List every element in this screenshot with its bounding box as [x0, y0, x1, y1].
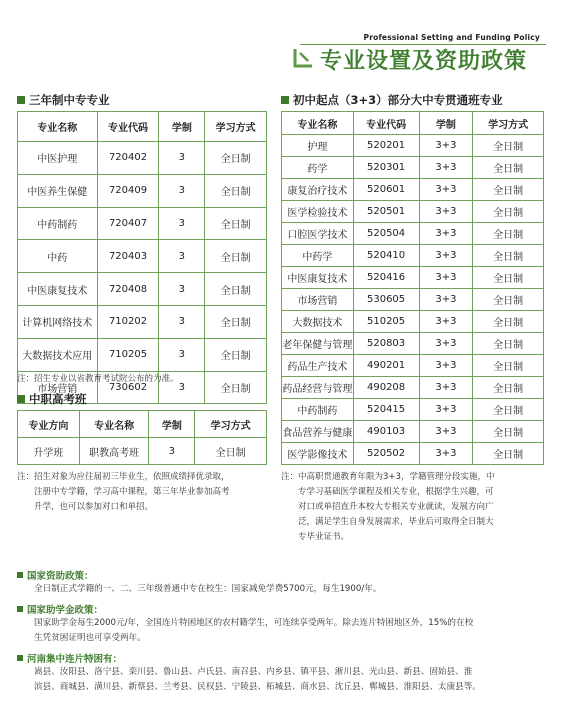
- study-mode-cell: 全日制: [473, 333, 544, 355]
- policy-text: 全日制正式学籍的一、二、三年级普通中专在校生：国家减免学费5700元，每生1900/年。: [34, 584, 382, 594]
- column-header: 学制: [419, 112, 473, 135]
- major-name-cell: 护理: [282, 135, 354, 157]
- study-mode-cell: 全日制: [473, 399, 544, 421]
- study-mode-cell: 全日制: [205, 371, 267, 404]
- column-header: 专业名称: [18, 112, 98, 142]
- column-header: 专业名称: [79, 411, 149, 438]
- major-code-cell: 520501: [353, 201, 419, 223]
- policy-title-text: 国家助学金政策：: [27, 604, 104, 616]
- duration-cell: 3: [159, 305, 205, 338]
- table-row: [282, 223, 544, 245]
- duration-cell: 3+3: [419, 201, 473, 223]
- study-mode-cell: 全日制: [473, 377, 544, 399]
- through-class-majors-table: [281, 111, 544, 465]
- square-bullet-icon: [17, 572, 23, 578]
- major-code-cell: 490208: [353, 377, 419, 399]
- major-code-cell: 720409: [97, 174, 159, 207]
- square-bullet-icon: [17, 606, 23, 612]
- duration-cell: 3+3: [419, 245, 473, 267]
- table-row: [282, 289, 544, 311]
- section2-note: [17, 470, 277, 515]
- column-header: 专业代码: [353, 112, 419, 135]
- study-mode-cell: 全日制: [205, 338, 267, 371]
- major-code-cell: 710202: [97, 305, 159, 338]
- duration-cell: 3+3: [419, 223, 473, 245]
- duration-cell: 3: [159, 338, 205, 371]
- duration-cell: 3: [159, 174, 205, 207]
- major-code-cell: 490201: [353, 355, 419, 377]
- section-through-class-title: [281, 92, 503, 108]
- three-year-majors-table: [17, 111, 267, 404]
- column-header: 专业方向: [18, 411, 80, 438]
- table-row: [18, 142, 267, 175]
- major-name-cell: 药学: [282, 157, 354, 179]
- major-name-cell: 中药学: [282, 245, 354, 267]
- gaokao-class-table: [17, 410, 267, 465]
- major-code-cell: 520601: [353, 179, 419, 201]
- table-row: [282, 245, 544, 267]
- column-header: 学习方式: [473, 112, 544, 135]
- table-header-row: [18, 112, 267, 142]
- study-mode-cell: 全日制: [473, 223, 544, 245]
- major-name-cell: 食品营养与健康: [282, 421, 354, 443]
- study-mode-cell: 全日制: [473, 443, 544, 465]
- section-title-text: 中职高考班: [29, 392, 87, 406]
- table-row: [282, 399, 544, 421]
- duration-cell: 3: [159, 371, 205, 404]
- corner-bracket-icon: [292, 47, 314, 69]
- section-gaokao-title: [17, 391, 87, 407]
- study-mode-cell: 全日制: [205, 174, 267, 207]
- duration-cell: 3: [159, 142, 205, 175]
- major-code-cell: 520201: [353, 135, 419, 157]
- duration-cell: 3: [149, 438, 195, 465]
- policy-title-text: 河南集中连片特困有：: [27, 653, 123, 665]
- section-three-year-title: [17, 92, 110, 108]
- duration-cell: 3+3: [419, 289, 473, 311]
- column-header: 学习方式: [195, 411, 267, 438]
- major-code-cell: 490103: [353, 421, 419, 443]
- major-name-cell: 药品经营与管理: [282, 377, 354, 399]
- major-code-cell: 530605: [353, 289, 419, 311]
- major-code-cell: 710205: [97, 338, 159, 371]
- study-mode-cell: 全日制: [473, 267, 544, 289]
- duration-cell: 3+3: [419, 333, 473, 355]
- table-row: [18, 338, 267, 371]
- direction-cell: 升学班: [18, 438, 80, 465]
- major-name-cell: 老年保健与管理: [282, 333, 354, 355]
- policy-title: [17, 651, 547, 665]
- major-name-cell: 口腔医学技术: [282, 223, 354, 245]
- major-code-cell: 520301: [353, 157, 419, 179]
- table-row: [18, 438, 267, 465]
- duration-cell: 3: [159, 240, 205, 273]
- duration-cell: 3+3: [419, 179, 473, 201]
- major-name-cell: 市场营销: [282, 289, 354, 311]
- duration-cell: 3+3: [419, 157, 473, 179]
- column-header: 学制: [159, 112, 205, 142]
- table-row: [18, 240, 267, 273]
- study-mode-cell: 全日制: [195, 438, 267, 465]
- study-mode-cell: 全日制: [473, 355, 544, 377]
- major-name-cell: 中医养生保健: [18, 174, 98, 207]
- major-name-cell: 职教高考班: [79, 438, 149, 465]
- major-code-cell: 720403: [97, 240, 159, 273]
- column-header: 学习方式: [205, 112, 267, 142]
- study-mode-cell: 全日制: [205, 207, 267, 240]
- policy-text: 生凭贫困证明也可享受两年。: [34, 633, 146, 643]
- major-code-cell: 730602: [97, 371, 159, 404]
- duration-cell: 3: [159, 273, 205, 306]
- table-row: [282, 421, 544, 443]
- major-name-cell: 大数据技术: [282, 311, 354, 333]
- duration-cell: 3+3: [419, 443, 473, 465]
- major-code-cell: 520803: [353, 333, 419, 355]
- duration-cell: 3+3: [419, 355, 473, 377]
- column-header: 专业名称: [282, 112, 354, 135]
- major-name-cell: 大数据技术应用: [18, 338, 98, 371]
- table-row: [282, 267, 544, 289]
- study-mode-cell: 全日制: [205, 305, 267, 338]
- major-name-cell: 中药制药: [282, 399, 354, 421]
- major-name-cell: 中药制药: [18, 207, 98, 240]
- note-line: 注：中高职贯通教育年限为3+3，学籍管理分段实施，中: [281, 472, 495, 482]
- table-header-row: [18, 411, 267, 438]
- policy-text: 嵩县、汝阳县、洛宁县、栾川县、鲁山县、卢氏县、南召县、内乡县、镇平县、淅川县、光山县、新县、固始县、淮: [34, 666, 473, 677]
- page-title: 专业设置及资助政策: [320, 49, 528, 74]
- table-row: [18, 174, 267, 207]
- column-header: 专业代码: [97, 112, 159, 142]
- major-name-cell: 中医康复技术: [18, 273, 98, 306]
- note-line: 专毕业证书。: [298, 532, 350, 542]
- square-bullet-icon: [17, 655, 23, 661]
- policy-title-text: 国家资助政策：: [27, 571, 94, 582]
- table-row: [282, 355, 544, 377]
- table-row: [282, 201, 544, 223]
- table-header-row: [282, 112, 544, 135]
- square-bullet-icon: [281, 96, 289, 104]
- table-row: [18, 305, 267, 338]
- table-row: [18, 207, 267, 240]
- table-row: [18, 273, 267, 306]
- column-header: 学制: [149, 411, 195, 438]
- section-title-text: 三年制中专专业: [29, 93, 110, 107]
- section-title-text: 初中起点（3+3）部分大中专贯通班专业: [293, 93, 503, 107]
- major-name-cell: 中医康复技术: [282, 267, 354, 289]
- section1-note: 注：招生专业以省教育考试院公布的为准。: [17, 374, 179, 384]
- major-name-cell: 中药: [18, 240, 98, 273]
- policy-text: 国家助学金每生2000元/年，全国连片特困地区的农村籍学生，可连续享受两年。除去连片特困地区外，15%的在校: [34, 617, 474, 628]
- table-row: [282, 377, 544, 399]
- note-line: 升学，也可以参加对口和单招。: [34, 502, 154, 512]
- duration-cell: 3+3: [419, 267, 473, 289]
- note-line: 注：招生对象为应往届初三毕业生，依照成绩择优录取，: [17, 472, 230, 482]
- table-row: [282, 333, 544, 355]
- major-code-cell: 520504: [353, 223, 419, 245]
- square-bullet-icon: [17, 395, 25, 403]
- study-mode-cell: 全日制: [473, 201, 544, 223]
- table-row: [282, 179, 544, 201]
- duration-cell: 3: [159, 207, 205, 240]
- table-row: [282, 157, 544, 179]
- study-mode-cell: 全日制: [473, 157, 544, 179]
- duration-cell: 3+3: [419, 135, 473, 157]
- study-mode-cell: 全日制: [205, 273, 267, 306]
- major-name-cell: 康复治疗技术: [282, 179, 354, 201]
- header-english-title: Professional Setting and Funding Policy: [363, 33, 540, 42]
- policy-title: [17, 602, 547, 616]
- policy-text: 滨县、商城县、潢川县、新蔡县、兰考县、民权县、宁陵县、柘城县、商水县、沈丘县、郸城县、淮阳县、太康县等。: [34, 682, 481, 692]
- page-header: [0, 0, 564, 80]
- major-name-cell: 中医护理: [18, 142, 98, 175]
- study-mode-cell: 全日制: [473, 245, 544, 267]
- major-code-cell: 720408: [97, 273, 159, 306]
- note-line: 泛，满足学生自身发展需求，毕业后可取得全日制大: [298, 517, 494, 527]
- study-mode-cell: 全日制: [473, 135, 544, 157]
- major-code-cell: 720402: [97, 142, 159, 175]
- duration-cell: 3+3: [419, 377, 473, 399]
- note-line: 注册中专学籍，学习高中课程，第三年毕业参加高考: [34, 487, 230, 497]
- study-mode-cell: 全日制: [473, 311, 544, 333]
- major-name-cell: 药品生产技术: [282, 355, 354, 377]
- note-line: 专学习基础医学课程及相关专业，根据学生兴趣，可: [298, 487, 494, 497]
- major-code-cell: 520415: [353, 399, 419, 421]
- table-row: [282, 135, 544, 157]
- duration-cell: 3+3: [419, 311, 473, 333]
- major-name-cell: 医学检验技术: [282, 201, 354, 223]
- study-mode-cell: 全日制: [205, 142, 267, 175]
- study-mode-cell: 全日制: [473, 179, 544, 201]
- table-row: [282, 443, 544, 465]
- major-name-cell: 市场营销: [18, 371, 98, 404]
- major-code-cell: 520416: [353, 267, 419, 289]
- duration-cell: 3+3: [419, 399, 473, 421]
- study-mode-cell: 全日制: [205, 240, 267, 273]
- major-code-cell: 720407: [97, 207, 159, 240]
- funding-policies: [17, 564, 547, 696]
- major-name-cell: 医学影像技术: [282, 443, 354, 465]
- major-name-cell: 计算机网络技术: [18, 305, 98, 338]
- policy-title: [17, 568, 547, 582]
- major-code-cell: 520502: [353, 443, 419, 465]
- study-mode-cell: 全日制: [473, 289, 544, 311]
- major-code-cell: 520410: [353, 245, 419, 267]
- major-code-cell: 510205: [353, 311, 419, 333]
- table-row: [282, 311, 544, 333]
- note-line: 对口或单招直升本校大专相关专业就读，发展方向广: [298, 502, 494, 512]
- square-bullet-icon: [17, 96, 25, 104]
- study-mode-cell: 全日制: [473, 421, 544, 443]
- duration-cell: 3+3: [419, 421, 473, 443]
- section3-note: [281, 470, 551, 545]
